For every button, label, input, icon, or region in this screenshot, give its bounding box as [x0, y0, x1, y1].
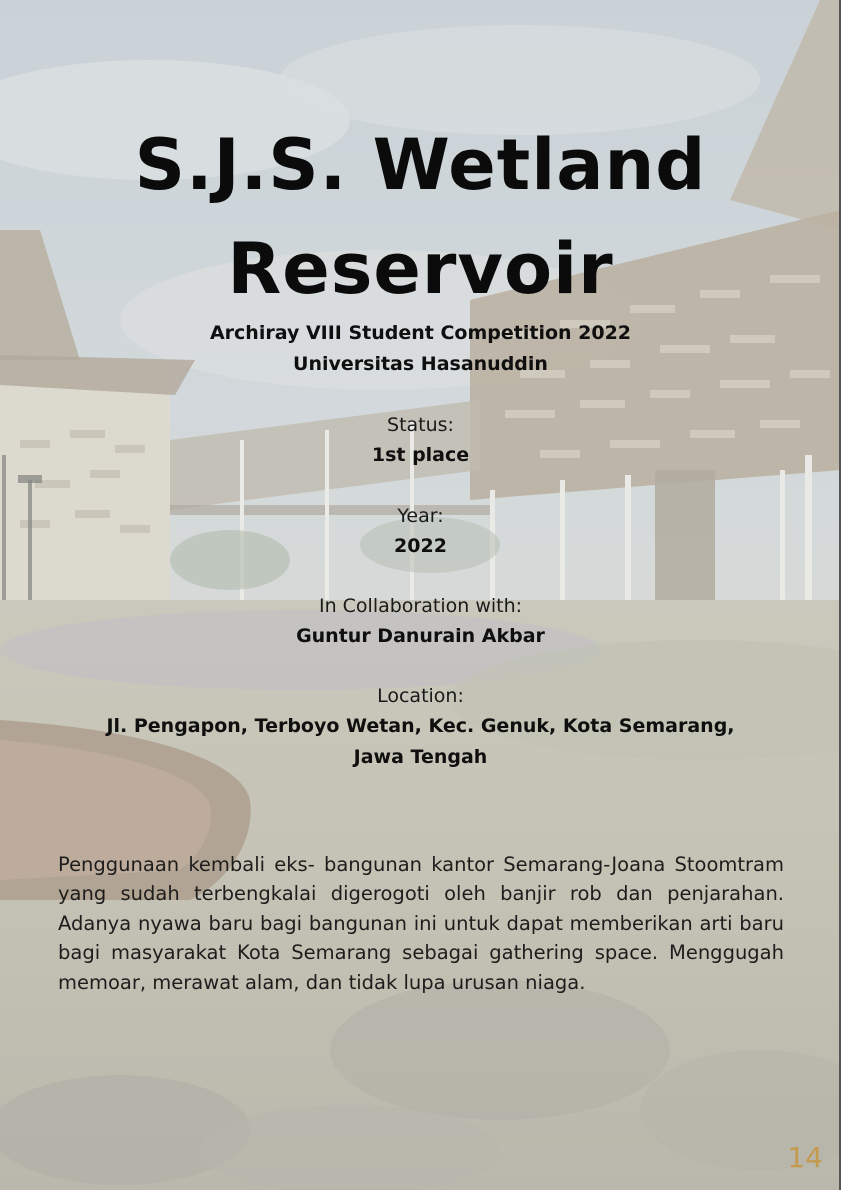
status-value: 1st place — [371, 444, 470, 466]
competition-host: Universitas Hasanuddin — [293, 353, 548, 375]
page-title-line-1: S.J.S. Wetland — [134, 124, 707, 206]
location-line-1: Jl. Pengapon, Terboyo Wetan, Kec. Genuk, Kota Semarang, — [106, 715, 735, 737]
year-label: Year: — [397, 505, 444, 527]
collaboration-value: Guntur Danurain Akbar — [296, 625, 545, 647]
page-number: 14 — [787, 1141, 823, 1174]
year-value: 2022 — [394, 535, 447, 557]
location-label: Location: — [377, 685, 464, 707]
location-line-2: Jawa Tengah — [353, 746, 488, 768]
status-label: Status: — [387, 414, 454, 436]
competition-name: Archiray VIII Student Competition 2022 — [209, 322, 632, 344]
project-description: Penggunaan kembali eks- bangunan kantor Semarang-Joana Stoomtram yang sudah terbengkalai digerogoti oleh banjir rob dan penjarahan. Adanya nyawa baru bagi bangunan ini untuk dapat memberikan arti baru bagi masyarakat Kota Semarang sebagai gathering space. Menggugah memoar, merawat alam, dan tidak lupa urusan niaga. — [58, 853, 784, 994]
collaboration-label: In Collaboration with: — [318, 595, 523, 617]
page-title-line-2: Reservoir — [227, 228, 614, 310]
